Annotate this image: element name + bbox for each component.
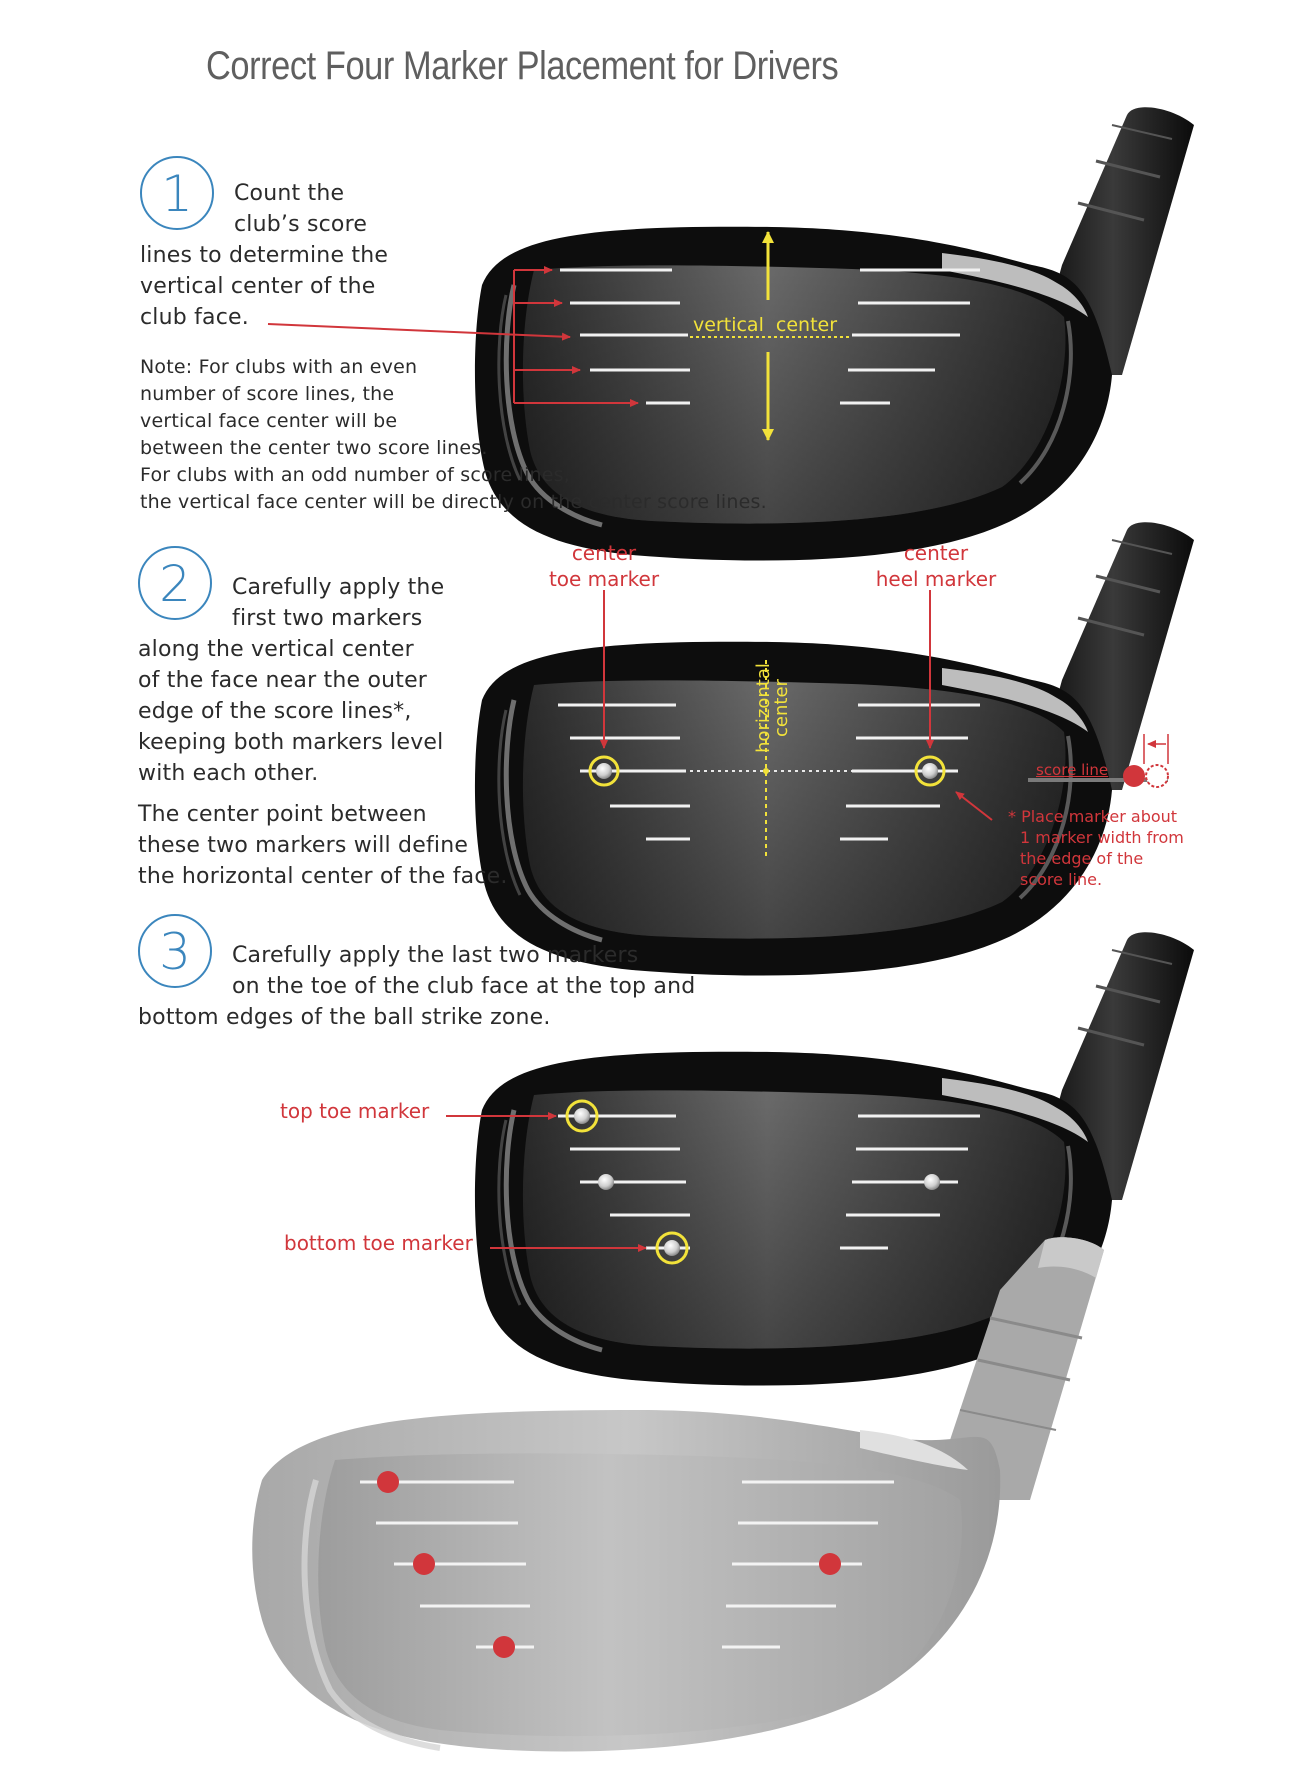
step-3-line-1: Carefully apply the last two markers — [232, 943, 639, 968]
score-line-label: score line — [1036, 761, 1109, 779]
step-1-note-4: between the center two score lines. — [140, 437, 488, 459]
step-1-note-1: Note: For clubs with an even — [140, 356, 418, 378]
footnote-line-3: the edge of the — [1020, 849, 1144, 868]
step-2-line2-3: the horizontal center of the face. — [138, 864, 508, 889]
step-3-line-2: on the toe of the club face at the top and — [232, 974, 696, 999]
vertical-center-label: vertical center — [693, 314, 838, 336]
step-1-note-6: the vertical face center will be directly on the center score lines. — [140, 491, 767, 513]
step-1-line-5: club face. — [140, 305, 249, 330]
step-2-line2-2: these two markers will define — [138, 833, 469, 858]
center-toe-marker-label-1: center — [571, 541, 637, 565]
step-1-line-4: vertical center of the — [140, 274, 376, 299]
bottom-toe-marker-label: bottom toe marker — [284, 1231, 473, 1255]
step-1-line-2: club’s score — [234, 212, 368, 237]
footnote-line-1: * Place marker about — [1008, 807, 1178, 826]
step-2-line-4: of the face near the outer — [138, 668, 428, 693]
step-1-note-3: vertical face center will be — [140, 410, 398, 432]
step-1-note-5: For clubs with an odd number of score lines, — [140, 464, 571, 486]
step-1-number: 1 — [140, 156, 214, 230]
center-heel-marker-label-2: heel marker — [875, 567, 997, 591]
step-2-line-7: with each other. — [138, 761, 319, 786]
step-3-number: 3 — [138, 914, 212, 988]
step-2-line-6: keeping both markers level — [138, 730, 444, 755]
horizontal-center-label-1: horizontal — [753, 663, 774, 753]
step-2-line-5: edge of the score lines*, — [138, 699, 412, 724]
step-2-number: 2 — [138, 546, 212, 620]
page-title: Correct Four Marker Placement for Drivers — [206, 44, 839, 88]
step-2-line2-1: The center point between — [138, 802, 427, 827]
horizontal-center-label — [744, 663, 840, 768]
step-1-line-1: Count the — [234, 181, 345, 206]
footnote-line-4: score line. — [1020, 870, 1103, 889]
step-3-line-3: bottom edges of the ball strike zone. — [138, 1005, 551, 1030]
step-1-line-3: lines to determine the — [140, 243, 389, 268]
top-toe-marker-label: top toe marker — [280, 1099, 430, 1123]
step-2-line-3: along the vertical center — [138, 637, 414, 662]
center-heel-marker-label-1: center — [903, 541, 969, 565]
step-2-line-2: first two markers — [232, 606, 423, 631]
center-toe-marker-label-2: toe marker — [548, 567, 660, 591]
horizontal-center-label-2: center — [771, 679, 792, 737]
step-1-note-2: number of score lines, the — [140, 383, 395, 405]
footnote-line-2: 1 marker width from — [1020, 828, 1184, 847]
step-2-line-1: Carefully apply the — [232, 575, 445, 600]
